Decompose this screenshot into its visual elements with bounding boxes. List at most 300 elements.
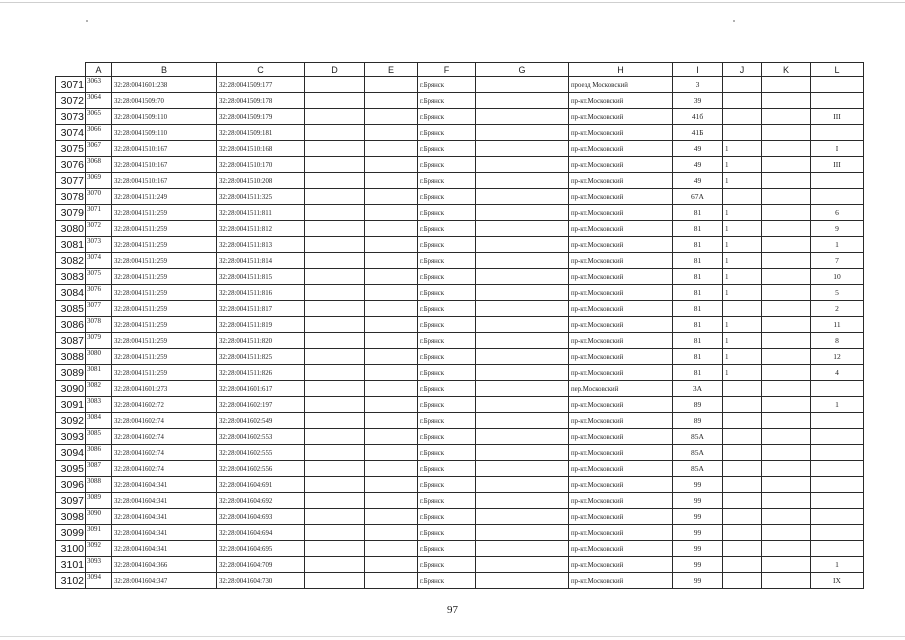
cell-j: 1 <box>723 205 762 221</box>
row-number: 3094 <box>56 445 86 461</box>
row-number: 3079 <box>56 205 86 221</box>
cell-d <box>305 445 365 461</box>
cell-e <box>365 157 418 173</box>
cell-a: 3068 <box>86 157 112 173</box>
table-row <box>56 493 864 509</box>
cell-c: 32:28:0041604:693 <box>217 509 305 525</box>
cell-c: 32:28:0041602:553 <box>217 429 305 445</box>
cell-k <box>762 429 811 445</box>
cell-a: 3083 <box>86 397 112 413</box>
cell-l <box>811 493 864 509</box>
cell-i: 89 <box>673 413 723 429</box>
cell-k <box>762 381 811 397</box>
cell-k <box>762 477 811 493</box>
cell-a: 3093 <box>86 557 112 573</box>
cell-i: 85А <box>673 445 723 461</box>
cell-d <box>305 381 365 397</box>
cell-f: г.Брянск <box>418 173 476 189</box>
cell-f: г.Брянск <box>418 189 476 205</box>
cell-b: 32:28:0041604:341 <box>112 541 217 557</box>
table-row <box>56 525 864 541</box>
cell-i: 99 <box>673 509 723 525</box>
cell-e <box>365 77 418 93</box>
cell-a: 3091 <box>86 525 112 541</box>
cell-d <box>305 541 365 557</box>
cell-i: 49 <box>673 141 723 157</box>
cell-d <box>305 253 365 269</box>
cell-d <box>305 125 365 141</box>
cell-i: 81 <box>673 317 723 333</box>
row-number: 3081 <box>56 237 86 253</box>
cell-f: г.Брянск <box>418 365 476 381</box>
table-row <box>56 573 864 589</box>
cell-c: 32:28:0041511:826 <box>217 365 305 381</box>
cell-e <box>365 205 418 221</box>
cell-a: 3080 <box>86 349 112 365</box>
cell-j <box>723 125 762 141</box>
cell-k <box>762 541 811 557</box>
cell-j <box>723 109 762 125</box>
cell-j: 1 <box>723 269 762 285</box>
column-header-b: B <box>112 63 217 77</box>
cell-k <box>762 253 811 269</box>
cell-b: 32:28:0041510:167 <box>112 157 217 173</box>
cell-j: 1 <box>723 173 762 189</box>
cell-c: 32:28:0041602:197 <box>217 397 305 413</box>
cell-k <box>762 573 811 589</box>
cell-l: 1 <box>811 397 864 413</box>
cell-d <box>305 349 365 365</box>
cell-g <box>476 301 569 317</box>
table-row <box>56 381 864 397</box>
cell-k <box>762 557 811 573</box>
cell-h: пр-кт.Московский <box>569 477 673 493</box>
cell-g <box>476 125 569 141</box>
cell-g <box>476 445 569 461</box>
cell-h: пр-кт.Московский <box>569 237 673 253</box>
cell-b: 32:28:0041604:341 <box>112 509 217 525</box>
cell-c: 32:28:0041511:811 <box>217 205 305 221</box>
cell-d <box>305 429 365 445</box>
cell-b: 32:28:0041509:70 <box>112 93 217 109</box>
cell-l <box>811 445 864 461</box>
cell-d <box>305 93 365 109</box>
table-row <box>56 269 864 285</box>
table-row <box>56 477 864 493</box>
table-row <box>56 125 864 141</box>
cell-i: 81 <box>673 269 723 285</box>
cell-d <box>305 189 365 205</box>
cell-g <box>476 429 569 445</box>
cell-f: г.Брянск <box>418 333 476 349</box>
cell-b: 32:28:0041511:259 <box>112 205 217 221</box>
cell-i: 41Б <box>673 125 723 141</box>
row-number: 3089 <box>56 365 86 381</box>
cell-b: 32:28:0041601:238 <box>112 77 217 93</box>
row-number: 3101 <box>56 557 86 573</box>
cell-e <box>365 365 418 381</box>
cell-h: пр-кт.Московский <box>569 269 673 285</box>
cell-g <box>476 221 569 237</box>
cell-h: пр-кт.Московский <box>569 541 673 557</box>
cell-a: 3078 <box>86 317 112 333</box>
table-row <box>56 445 864 461</box>
cell-c: 32:28:0041604:691 <box>217 477 305 493</box>
cell-l <box>811 429 864 445</box>
cell-h: пр-кт.Московский <box>569 557 673 573</box>
cell-l <box>811 189 864 205</box>
cell-f: г.Брянск <box>418 461 476 477</box>
cell-f: г.Брянск <box>418 109 476 125</box>
table-row <box>56 221 864 237</box>
cell-l <box>811 173 864 189</box>
cell-g <box>476 381 569 397</box>
cell-h: пр-кт.Московский <box>569 317 673 333</box>
cell-g <box>476 525 569 541</box>
cell-l <box>811 93 864 109</box>
cell-g <box>476 93 569 109</box>
cell-k <box>762 461 811 477</box>
table-row <box>56 509 864 525</box>
column-header-row <box>56 63 864 77</box>
cell-k <box>762 173 811 189</box>
table-row <box>56 461 864 477</box>
cell-j: 1 <box>723 333 762 349</box>
cell-i: 81 <box>673 301 723 317</box>
cell-b: 32:28:0041511:259 <box>112 221 217 237</box>
row-number: 3093 <box>56 429 86 445</box>
cell-l <box>811 541 864 557</box>
cell-c: 32:28:0041511:819 <box>217 317 305 333</box>
cell-f: г.Брянск <box>418 125 476 141</box>
cell-h: пер.Московский <box>569 381 673 397</box>
cell-e <box>365 93 418 109</box>
cell-d <box>305 205 365 221</box>
cell-e <box>365 125 418 141</box>
cell-f: г.Брянск <box>418 573 476 589</box>
cell-j <box>723 525 762 541</box>
cell-b: 32:28:0041604:366 <box>112 557 217 573</box>
cell-c: 32:28:0041511:813 <box>217 237 305 253</box>
row-number: 3073 <box>56 109 86 125</box>
cell-h: пр-кт.Московский <box>569 445 673 461</box>
column-header-a: A <box>86 63 112 77</box>
cell-i: 39 <box>673 93 723 109</box>
cell-j: 1 <box>723 285 762 301</box>
table-row <box>56 157 864 173</box>
cell-c: 32:28:0041510:170 <box>217 157 305 173</box>
cell-g <box>476 493 569 509</box>
cell-h: проезд Московский <box>569 77 673 93</box>
cell-i: 85А <box>673 429 723 445</box>
cell-c: 32:28:0041604:730 <box>217 573 305 589</box>
cell-g <box>476 461 569 477</box>
cell-e <box>365 109 418 125</box>
cell-b: 32:28:0041511:259 <box>112 237 217 253</box>
cell-j: 1 <box>723 221 762 237</box>
cell-k <box>762 221 811 237</box>
cell-h: пр-кт.Московский <box>569 253 673 269</box>
cell-j <box>723 541 762 557</box>
cell-k <box>762 525 811 541</box>
cell-c: 32:28:0041604:694 <box>217 525 305 541</box>
cell-g <box>476 397 569 413</box>
cell-k <box>762 125 811 141</box>
cell-a: 3087 <box>86 461 112 477</box>
cell-i: 99 <box>673 541 723 557</box>
cell-c: 32:28:0041510:208 <box>217 173 305 189</box>
cell-g <box>476 285 569 301</box>
cell-h: пр-кт.Московский <box>569 205 673 221</box>
cell-a: 3077 <box>86 301 112 317</box>
cell-a: 3066 <box>86 125 112 141</box>
cell-h: пр-кт.Московский <box>569 413 673 429</box>
table-row <box>56 109 864 125</box>
cell-f: г.Брянск <box>418 541 476 557</box>
cell-a: 3069 <box>86 173 112 189</box>
cell-d <box>305 285 365 301</box>
cell-c: 32:28:0041602:556 <box>217 461 305 477</box>
cell-b: 32:28:0041601:273 <box>112 381 217 397</box>
cell-e <box>365 381 418 397</box>
cell-l: III <box>811 157 864 173</box>
cell-f: г.Брянск <box>418 205 476 221</box>
cell-j <box>723 413 762 429</box>
table-row <box>56 429 864 445</box>
cell-j <box>723 189 762 205</box>
scan-speck <box>86 20 88 22</box>
cell-h: пр-кт.Московский <box>569 397 673 413</box>
cell-d <box>305 173 365 189</box>
cell-j <box>723 381 762 397</box>
cell-l: 1 <box>811 557 864 573</box>
cell-b: 32:28:0041602:74 <box>112 461 217 477</box>
cell-b: 32:28:0041509:110 <box>112 125 217 141</box>
table-row <box>56 253 864 269</box>
cell-l <box>811 525 864 541</box>
cell-c: 32:28:0041511:814 <box>217 253 305 269</box>
cell-k <box>762 333 811 349</box>
cell-l <box>811 477 864 493</box>
cell-d <box>305 109 365 125</box>
cell-j: 1 <box>723 349 762 365</box>
cell-f: г.Брянск <box>418 557 476 573</box>
cell-i: 3 <box>673 77 723 93</box>
cell-k <box>762 317 811 333</box>
cell-a: 3064 <box>86 93 112 109</box>
cell-i: 99 <box>673 557 723 573</box>
cell-d <box>305 493 365 509</box>
cell-h: пр-кт.Московский <box>569 125 673 141</box>
cell-h: пр-кт.Московский <box>569 173 673 189</box>
row-number: 3102 <box>56 573 86 589</box>
cell-h: пр-кт.Московский <box>569 141 673 157</box>
cell-c: 32:28:0041604:692 <box>217 493 305 509</box>
cell-c: 32:28:0041604:695 <box>217 541 305 557</box>
cell-c: 32:28:0041509:177 <box>217 77 305 93</box>
cell-f: г.Брянск <box>418 397 476 413</box>
cell-d <box>305 509 365 525</box>
row-number: 3080 <box>56 221 86 237</box>
cell-e <box>365 269 418 285</box>
cell-k <box>762 301 811 317</box>
cell-d <box>305 413 365 429</box>
cell-l <box>811 509 864 525</box>
row-number: 3099 <box>56 525 86 541</box>
row-number: 3076 <box>56 157 86 173</box>
cell-k <box>762 365 811 381</box>
cell-e <box>365 349 418 365</box>
cell-i: 81 <box>673 205 723 221</box>
cell-f: г.Брянск <box>418 253 476 269</box>
cell-h: пр-кт.Московский <box>569 573 673 589</box>
cell-d <box>305 237 365 253</box>
table-row <box>56 413 864 429</box>
cell-e <box>365 477 418 493</box>
cell-b: 32:28:0041604:341 <box>112 493 217 509</box>
cell-c: 32:28:0041509:178 <box>217 93 305 109</box>
cell-h: пр-кт.Московский <box>569 429 673 445</box>
cell-b: 32:28:0041511:259 <box>112 349 217 365</box>
cell-f: г.Брянск <box>418 221 476 237</box>
cell-c: 32:28:0041511:812 <box>217 221 305 237</box>
cell-d <box>305 525 365 541</box>
row-number: 3077 <box>56 173 86 189</box>
cell-c: 32:28:0041509:181 <box>217 125 305 141</box>
cell-h: пр-кт.Московский <box>569 509 673 525</box>
cell-e <box>365 557 418 573</box>
cell-h: пр-кт.Московский <box>569 333 673 349</box>
cell-e <box>365 237 418 253</box>
cell-j <box>723 573 762 589</box>
cell-l: 9 <box>811 221 864 237</box>
cell-b: 32:28:0041602:74 <box>112 429 217 445</box>
cell-k <box>762 205 811 221</box>
column-header-h: H <box>569 63 673 77</box>
row-number: 3071 <box>56 77 86 93</box>
cell-e <box>365 509 418 525</box>
cell-h: пр-кт.Московский <box>569 493 673 509</box>
cell-f: г.Брянск <box>418 509 476 525</box>
cell-e <box>365 525 418 541</box>
cell-c: 32:28:0041510:168 <box>217 141 305 157</box>
cell-g <box>476 141 569 157</box>
table-row <box>56 285 864 301</box>
column-header-e: E <box>365 63 418 77</box>
cell-g <box>476 205 569 221</box>
cell-e <box>365 445 418 461</box>
table-row <box>56 173 864 189</box>
cell-g <box>476 557 569 573</box>
cell-c: 32:28:0041511:816 <box>217 285 305 301</box>
cell-l: 5 <box>811 285 864 301</box>
table-row <box>56 557 864 573</box>
cell-g <box>476 413 569 429</box>
cell-g <box>476 253 569 269</box>
page-number: 97 <box>447 604 458 616</box>
cell-b: 32:28:0041602:74 <box>112 445 217 461</box>
cell-a: 3076 <box>86 285 112 301</box>
cell-j: 1 <box>723 141 762 157</box>
scan-edge-bottom <box>0 636 905 637</box>
cell-c: 32:28:0041509:179 <box>217 109 305 125</box>
cell-f: г.Брянск <box>418 525 476 541</box>
row-number: 3096 <box>56 477 86 493</box>
cell-a: 3074 <box>86 253 112 269</box>
cell-e <box>365 461 418 477</box>
cell-i: 49 <box>673 173 723 189</box>
cell-a: 3092 <box>86 541 112 557</box>
cell-i: 81 <box>673 237 723 253</box>
scan-edge-top <box>0 2 905 3</box>
cell-d <box>305 141 365 157</box>
cell-l: I <box>811 141 864 157</box>
row-number: 3085 <box>56 301 86 317</box>
cell-g <box>476 157 569 173</box>
cell-j <box>723 445 762 461</box>
column-header-g: G <box>476 63 569 77</box>
cell-h: пр-кт.Московский <box>569 221 673 237</box>
cell-c: 32:28:0041511:325 <box>217 189 305 205</box>
cell-i: 3А <box>673 381 723 397</box>
cell-a: 3094 <box>86 573 112 589</box>
cell-d <box>305 461 365 477</box>
row-number: 3092 <box>56 413 86 429</box>
cell-b: 32:28:0041511:259 <box>112 317 217 333</box>
cell-g <box>476 573 569 589</box>
cell-f: г.Брянск <box>418 77 476 93</box>
cell-c: 32:28:0041511:825 <box>217 349 305 365</box>
cell-l: 10 <box>811 269 864 285</box>
column-header-l: L <box>811 63 864 77</box>
scan-speck <box>733 20 735 22</box>
cell-e <box>365 173 418 189</box>
cell-f: г.Брянск <box>418 381 476 397</box>
cell-c: 32:28:0041511:817 <box>217 301 305 317</box>
cell-h: пр-кт.Московский <box>569 285 673 301</box>
cell-c: 32:28:0041511:820 <box>217 333 305 349</box>
cell-g <box>476 365 569 381</box>
cell-g <box>476 109 569 125</box>
row-number: 3087 <box>56 333 86 349</box>
table-row <box>56 141 864 157</box>
row-number: 3095 <box>56 461 86 477</box>
cell-i: 99 <box>673 493 723 509</box>
cell-a: 3067 <box>86 141 112 157</box>
cell-d <box>305 157 365 173</box>
cell-c: 32:28:0041602:555 <box>217 445 305 461</box>
cell-h: пр-кт.Московский <box>569 189 673 205</box>
row-number: 3084 <box>56 285 86 301</box>
cell-a: 3070 <box>86 189 112 205</box>
cell-e <box>365 317 418 333</box>
corner-cell <box>56 63 86 77</box>
cell-k <box>762 493 811 509</box>
cell-d <box>305 397 365 413</box>
cell-j <box>723 429 762 445</box>
cell-k <box>762 445 811 461</box>
cell-i: 99 <box>673 573 723 589</box>
cell-l: 8 <box>811 333 864 349</box>
cell-l: 2 <box>811 301 864 317</box>
cell-k <box>762 189 811 205</box>
cell-a: 3084 <box>86 413 112 429</box>
cell-h: пр-кт.Московский <box>569 525 673 541</box>
table-row <box>56 301 864 317</box>
cell-d <box>305 365 365 381</box>
table-row <box>56 189 864 205</box>
column-header-i: I <box>673 63 723 77</box>
